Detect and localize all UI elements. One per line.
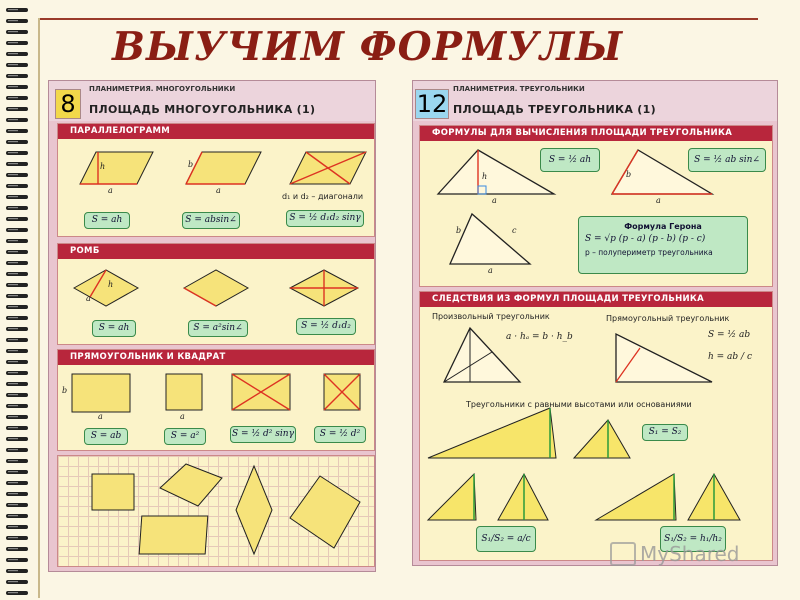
watermark: MyShared — [640, 542, 740, 566]
arbitrary-label: Произвольный треугольник — [432, 312, 550, 321]
formula-rect-diag: S = ½ d² sinγ — [230, 426, 296, 443]
arbitrary-formula: a · hₐ = b · h_b — [506, 332, 573, 342]
formula-par-ah: S = ah — [84, 212, 130, 229]
section-corollaries — [419, 291, 773, 561]
heron-box — [578, 216, 748, 274]
formula-tri-ah: S = ½ ah — [540, 148, 600, 172]
section-rhombus: РОМБ h a S = ah S = a²sin∠ S = ½ d₁d₂ — [57, 243, 375, 345]
diagonals-note: d₁ и d₂ – диагонали — [282, 192, 364, 201]
poster-title: ПЛОЩАДЬ ТРЕУГОЛЬНИКА (1) — [453, 103, 656, 116]
poster-number-badge: 8 — [55, 89, 81, 119]
heron-title: Формула Герона — [624, 222, 702, 231]
section-label: ПРЯМОУГОЛЬНИК И КВАДРАТ — [58, 350, 374, 365]
left-rule — [38, 18, 40, 598]
left-poster — [48, 80, 376, 572]
section-triangle-formulas: ФОРМУЛЫ ДЛЯ ВЫЧИСЛЕНИЯ ПЛОЩАДИ ТРЕУГОЛЬНИКА h a b a b c a S = ½ ah S = ½ ab sin∠ Формула Герона S = √p (p - a) (p - b) (p - c) p – полупериметр треугольника — [419, 125, 773, 287]
poster-title: ПЛОЩАДЬ МНОГОУГОЛЬНИКА (1) — [89, 103, 316, 116]
section-grid-figures — [57, 455, 375, 567]
formula-par-absin: S = absin∠ — [182, 212, 240, 229]
myshared-logo-icon — [610, 542, 636, 566]
formula-tri-absin: S = ½ ab sin∠ — [688, 148, 766, 172]
section-label: ПАРАЛЛЕЛОГРАММ — [58, 124, 374, 139]
right-formula-2: h = ab / c — [708, 352, 752, 362]
heron-note: p – полупериметр треугольника — [585, 248, 713, 257]
section-label: РОМБ — [58, 244, 374, 259]
spiral-binding — [0, 0, 34, 600]
formula-rhomb-sin: S = a²sin∠ — [188, 320, 248, 337]
formula-rhomb-ah: S = ah — [92, 320, 136, 337]
formula-square: S = a² — [164, 428, 206, 445]
heron-formula: S = √p (p - a) (p - b) (p - c) — [585, 234, 706, 244]
section-label: ФОРМУЛЫ ДЛЯ ВЫЧИСЛЕНИЯ ПЛОЩАДИ ТРЕУГОЛЬНИКА — [420, 126, 772, 141]
right-tri-label: Прямоугольный треугольник — [606, 314, 730, 323]
page-heading: ВЫУЧИМ ФОРМУЛЫ — [112, 24, 624, 70]
formula-rhomb-diag: S = ½ d₁d₂ — [296, 318, 356, 335]
section-parallelogram: ПАРАЛЛЕЛОГРАММ h a b a d₁ и d₂ – диагонали S = ah S = absin∠ S = ½ d₁d₂ sinγ — [57, 123, 375, 237]
formula-square-diag: S = ½ d² — [314, 426, 366, 443]
formula-par-diag: S = ½ d₁d₂ sinγ — [286, 210, 364, 227]
equal-heights-label: Треугольники с равными высотами или основаниями — [466, 400, 692, 409]
grid-shapes — [58, 456, 374, 566]
section-rectangle: ПРЯМОУГОЛЬНИК И КВАДРАТ b a a S = ab S = a² S = ½ d² sinγ S = ½ d² — [57, 349, 375, 451]
right-poster — [412, 80, 778, 566]
formula-s-equal: S₁ = S₂ — [642, 424, 688, 441]
rhombus-figures — [58, 260, 374, 322]
formula-rect-ab: S = ab — [84, 428, 128, 445]
poster-subtitle: ПЛАНИМЕТРИЯ. ТРЕУГОЛЬНИКИ — [453, 85, 585, 93]
corollary-figures — [420, 308, 772, 558]
top-rule — [38, 18, 758, 20]
poster-number-badge: 12 — [416, 90, 448, 118]
poster-subtitle: ПЛАНИМЕТРИЯ. МНОГОУГОЛЬНИКИ — [89, 85, 236, 93]
rectangle-figures — [58, 366, 374, 430]
formula-ratio-height: S₁/S₂ = h₁/h₂ — [660, 526, 726, 552]
right-formula-1: S = ½ ab — [708, 330, 751, 340]
formula-ratio-base: S₁/S₂ = a/c — [476, 526, 536, 552]
section-label: СЛЕДСТВИЯ ИЗ ФОРМУЛ ПЛОЩАДИ ТРЕУГОЛЬНИКА — [420, 292, 772, 307]
